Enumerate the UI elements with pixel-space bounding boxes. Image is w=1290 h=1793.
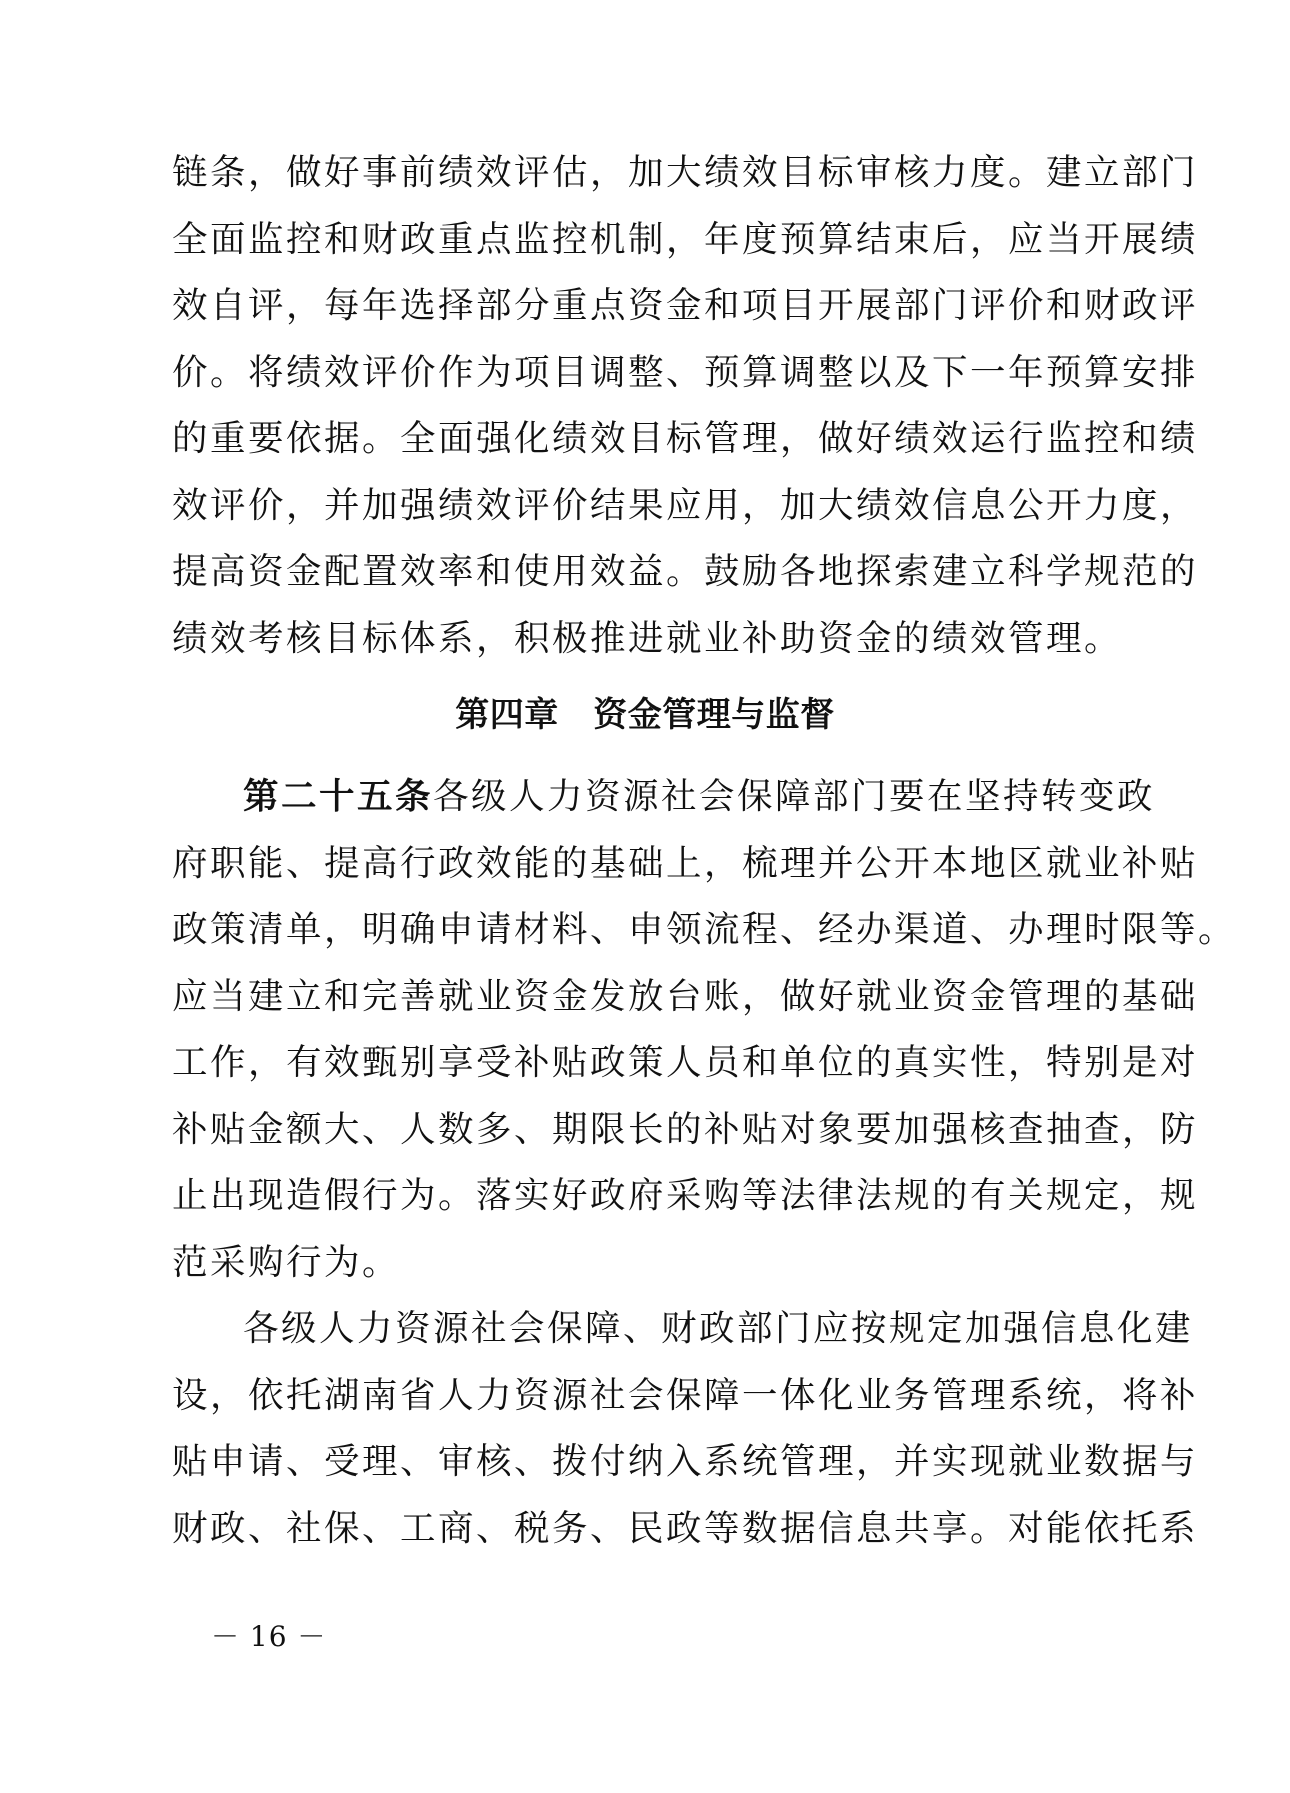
body-line: 提高资金配置效率和使用效益。鼓励各地探索建立科学规范的: [172, 551, 1199, 592]
body-line: 工作，有效甄别享受补贴政策人员和单位的真实性，特别是对: [172, 1042, 1199, 1083]
body-line: 政策清单，明确申请材料、申领流程、经办渠道、办理时限等。: [172, 909, 1237, 950]
article-first-line: [172, 764, 1156, 831]
paragraph-first-line: 各级人力资源社会保障、财政部门应按规定加强信息化建: [243, 1308, 1194, 1349]
article-label: 第二十五条: [243, 776, 434, 817]
page-number: － 16 －: [211, 1620, 327, 1653]
body-line: 贴申请、受理、审核、拨付纳入系统管理，并实现就业数据与: [172, 1441, 1199, 1482]
body-line: 设，依托湖南省人力资源社会保障一体化业务管理系统，将补: [172, 1374, 1199, 1416]
body-line: 府职能、提高行政效能的基础上，梳理并公开本地区就业补贴: [172, 842, 1199, 884]
body-line: 效评价，并加强绩效评价结果应用，加大绩效信息公开力度，: [172, 484, 1199, 526]
document-body: [172, 140, 1237, 1562]
body-line: 财政、社保、工商、税务、民政等数据信息共享。对能依托系: [172, 1507, 1199, 1549]
body-line: 效自评，每年选择部分重点资金和项目开展部门评价和财政评: [172, 285, 1199, 326]
article-first-line-text: 各级人力资源社会保障部门要在坚持转变政: [433, 776, 1156, 817]
body-line: 价。将绩效评价作为项目调整、预算调整以及下一年预算安排: [172, 351, 1199, 393]
body-line: 链条，做好事前绩效评估，加大绩效目标审核力度。建立部门: [172, 152, 1199, 193]
body-line: 全面监控和财政重点监控机制，年度预算结束后，应当开展绩: [172, 218, 1199, 260]
chapter-heading: 第四章 资金管理与监督: [455, 695, 835, 735]
body-line: 绩效考核目标体系，积极推进就业补助资金的绩效管理。: [172, 617, 1123, 659]
body-line: 止出现造假行为。落实好政府采购等法律法规的有关规定，规: [172, 1175, 1199, 1216]
body-line: 补贴金额大、人数多、期限长的补贴对象要加强核查抽查，防: [172, 1108, 1199, 1150]
body-line: 应当建立和完善就业资金发放台账，做好就业资金管理的基础: [172, 975, 1199, 1017]
body-line: 范采购行为。: [172, 1241, 401, 1283]
body-line: 的重要依据。全面强化绩效目标管理，做好绩效运行监控和绩: [172, 418, 1199, 459]
